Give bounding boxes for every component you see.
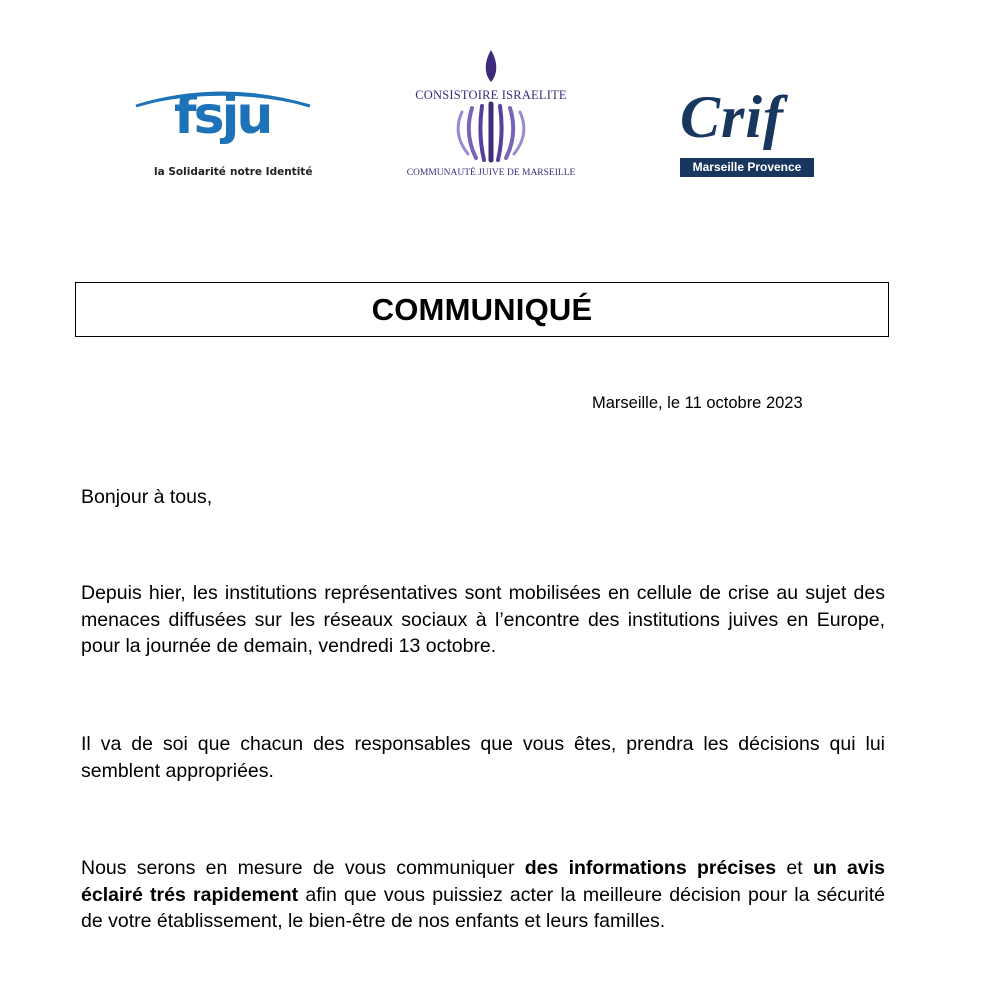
crif-band-label: Marseille Provence — [680, 158, 814, 177]
consistoire-logo — [398, 48, 584, 186]
document-date: Marseille, le 11 octobre 2023 — [592, 394, 803, 412]
paragraph-3 — [81, 855, 885, 935]
paragraph-3-part-3: afin que vous puissiez acter la meilleure décision pour la sécurité de votre établissement, le bien-être de nos enfants et leurs familles. — [81, 883, 885, 932]
page-title: COMMUNIQUÉ — [371, 291, 593, 327]
paragraph-3-part-2: et — [776, 857, 813, 879]
consistoire-top-text: CONSISTOIRE ISRAELITE — [415, 88, 567, 102]
paragraph-2: Il va de soi que chacun des responsables que vous êtes, prendra les décisions qui lui semblent appropriées. — [81, 733, 885, 782]
consistoire-bottom-text: COMMUNAUTÉ JUIVE DE MARSEILLE — [406, 168, 576, 178]
paragraph-1: Depuis hier, les institutions représentatives sont mobilisées en cellule de crise au sujet des menaces diffusées sur les réseaux sociaux à l’encontre des institutions juives en Europe, pour la journée de demain, vendredi 13 octobre. — [81, 582, 885, 657]
crif-logo — [678, 84, 824, 180]
flame-menorah-icon — [398, 48, 584, 186]
crif-wordmark: Crif — [680, 84, 785, 150]
paragraph-3-bold-1: des informations précises — [524, 857, 777, 879]
paragraph-3-bold-2: un avis éclairé trés rapidement — [81, 857, 885, 906]
fsju-wordmark: fsju — [174, 86, 271, 146]
paragraph-3-part-1: Nous serons en mesure de vous communiquer — [81, 857, 525, 879]
greeting: Bonjour à tous, — [81, 486, 213, 508]
fsju-tagline-left: la Solidarité — [154, 166, 226, 178]
title-box — [75, 282, 889, 337]
fsju-logo — [132, 86, 312, 186]
fsju-tagline-right: notre Identité — [230, 166, 313, 178]
